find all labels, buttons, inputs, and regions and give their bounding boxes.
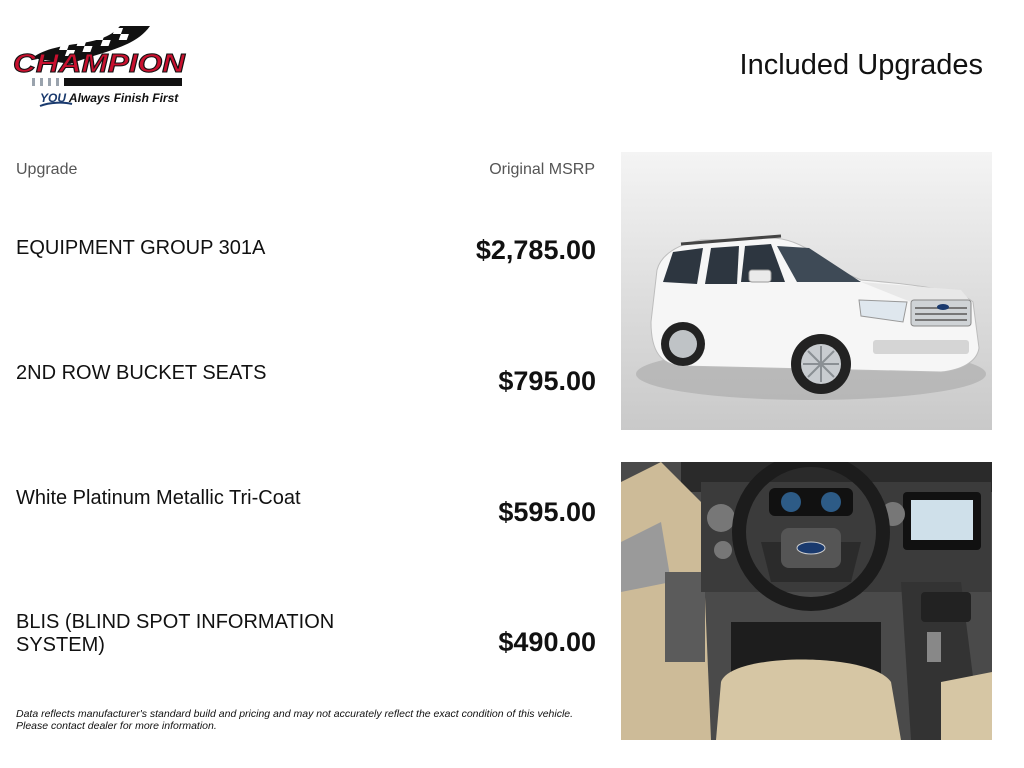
disclaimer-line-2: Please contact dealer for more information. <box>16 720 217 732</box>
upgrade-price: $2,785.00 <box>475 235 596 265</box>
upgrade-name: EQUIPMENT GROUP 301A <box>16 237 266 259</box>
vehicle-exterior-photo <box>621 152 992 430</box>
upgrade-name: White Platinum Metallic Tri-Coat <box>16 487 301 509</box>
logo-tagline-rest: Always Finish First <box>66 91 179 105</box>
disclaimer <box>16 708 606 732</box>
page-title: Included Upgrades <box>739 49 983 81</box>
svg-text:YOU Always Finish First <box>40 91 179 105</box>
upgrade-name: 2ND ROW BUCKET SEATS <box>16 362 267 384</box>
champion-logo <box>10 20 190 112</box>
upgrade-row <box>16 237 596 297</box>
upgrade-row <box>16 611 596 671</box>
logo-tagline-you: YOU <box>40 91 67 105</box>
upgrade-name: BLIS (BLIND SPOT INFORMATION SYSTEM) <box>16 611 335 656</box>
upgrade-price: $490.00 <box>498 627 596 657</box>
disclaimer-line-1: Data reflects manufacturer's standard build and pricing and may not accurately reflect the exact condition of this vehicle. <box>16 708 574 720</box>
vehicle-interior-photo <box>621 462 992 740</box>
upgrade-row <box>16 487 596 547</box>
column-header-upgrade: Upgrade <box>16 161 78 178</box>
logo-brand-text: CHAMPION <box>13 48 187 78</box>
upgrade-price: $595.00 <box>498 497 596 527</box>
upgrade-price: $795.00 <box>498 366 596 396</box>
upgrade-row <box>16 362 596 422</box>
column-header-msrp: Original MSRP <box>489 161 595 178</box>
